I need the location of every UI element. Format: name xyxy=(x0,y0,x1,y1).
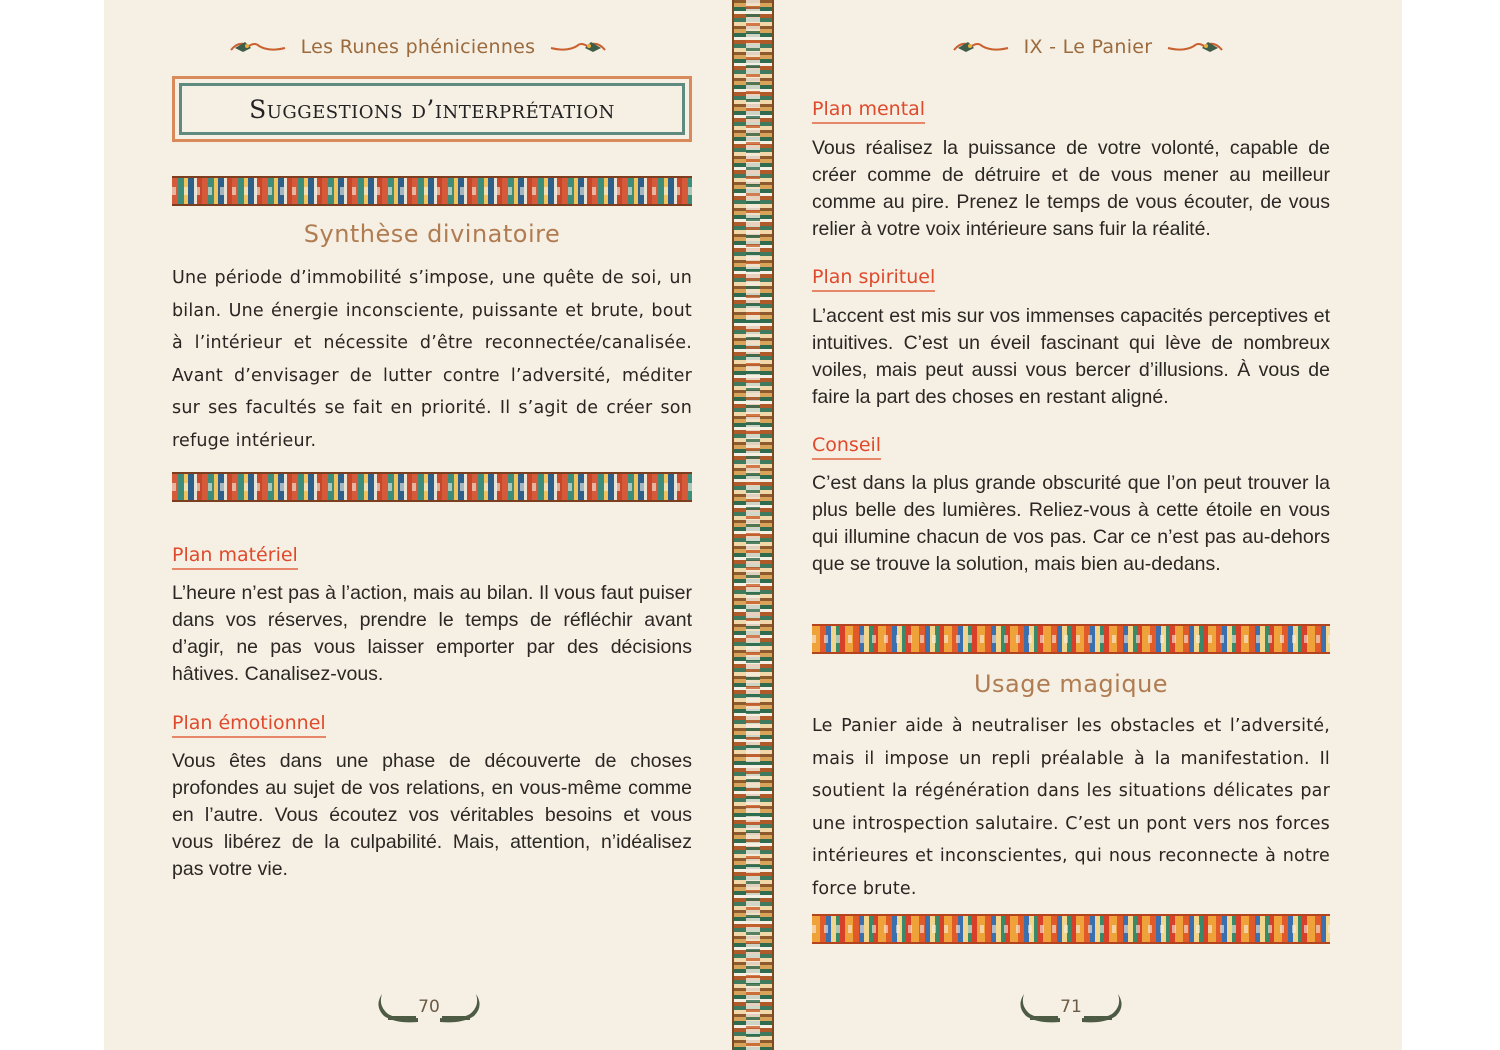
right-running-head xyxy=(774,36,1402,63)
right-page-number: 71 xyxy=(1060,997,1082,1017)
bird-ornament-icon xyxy=(952,36,1010,58)
mental-label: Plan mental xyxy=(812,98,925,124)
decorative-band xyxy=(812,624,1330,654)
advice-label: Conseil xyxy=(812,434,881,460)
magic-heading: Usage magique xyxy=(973,670,1169,698)
right-folio xyxy=(1016,986,1126,1028)
section-title-frame xyxy=(172,76,692,142)
decorative-band xyxy=(812,914,1330,944)
book-spread xyxy=(104,0,1402,1050)
advice-text: C’est dans la plus grande obscurité que l’on peut trouver la plus belle des lumières. Reliez-vous à cette étoile en vous qui illumine chacun de vos pas. Car ce n’est pas au-dehors que se trouve la solution, mais bien au-dedans. xyxy=(812,472,1330,575)
material-label: Plan matériel xyxy=(172,544,298,570)
magic-text: Le Panier aide à neutraliser les obstacles et l’adversité, mais il impose un repli préalable à la manifestation. Il soutient la régénération dans les situations délicates par une introspection salutaire. C’est un pont vers nos forces intérieures et inconscientes, qui nous reconnecte à notre force brute. xyxy=(812,716,1330,899)
spiritual-text: L’accent est mis sur vos immenses capacités perceptives et intuitives. C’est un éveil fascinant qui lève de nombreux voiles, mais peut aussi vous bercer d’illusions. À vous de faire la part des choses en restant aligné. xyxy=(812,305,1330,408)
right-page xyxy=(774,0,1402,1050)
left-folio xyxy=(374,986,484,1028)
bird-ornament-icon xyxy=(229,36,287,58)
spiritual-label: Plan spirituel xyxy=(812,266,935,292)
synthesis-text: Une période d’immobilité s’impose, une quête de soi, un bilan. Une énergie inconsciente, puissante et brute, bout à l’intérieur et nécessite d’être reconnectée/canalisée. Avant d’envisager de lutter contre l’adversité, méditer sur ses facultés se fait en priorité. Il s’agit de créer son refuge intérieur. xyxy=(172,268,692,451)
left-running-head xyxy=(104,36,732,63)
mental-text: Vous réalisez la puissance de votre volonté, capable de créer comme de détruire et de vous mener au meilleur comme au pire. Prenez le temps de vous écouter, de vous relier à votre voix intérieure sans fuir la réalité. xyxy=(812,137,1330,240)
section-title: Suggestions d’interprétation xyxy=(249,94,615,124)
bird-ornament-icon xyxy=(549,36,607,58)
synthesis-heading: Synthèse divinatoire xyxy=(303,220,561,248)
left-page xyxy=(104,0,732,1050)
emotional-text: Vous êtes dans une phase de découverte de choses profondes au sujet de vos relations, en vous-même comme en l’autre. Vous écoutez vos véritables besoins et vous vous libérez de la culpabilité. Mais, attention, n’idéalisez pas votre vie. xyxy=(172,750,692,880)
bird-ornament-icon xyxy=(1166,36,1224,58)
left-running-head-text: Les Runes phéniciennes xyxy=(300,36,536,58)
right-running-head-text: IX - Le Panier xyxy=(1023,36,1153,58)
decorative-band xyxy=(172,472,692,502)
left-page-number: 70 xyxy=(418,997,440,1017)
emotional-label: Plan émotionnel xyxy=(172,712,326,738)
decorative-band xyxy=(172,176,692,206)
material-text: L’heure n’est pas à l’action, mais au bilan. Il vous faut puiser dans vos réserves, prendre le temps de réfléchir avant d’agir, ne pas vous laisser emporter par des décisions hâtives. Canalisez-vous. xyxy=(172,582,692,685)
center-vine-border xyxy=(732,0,774,1050)
